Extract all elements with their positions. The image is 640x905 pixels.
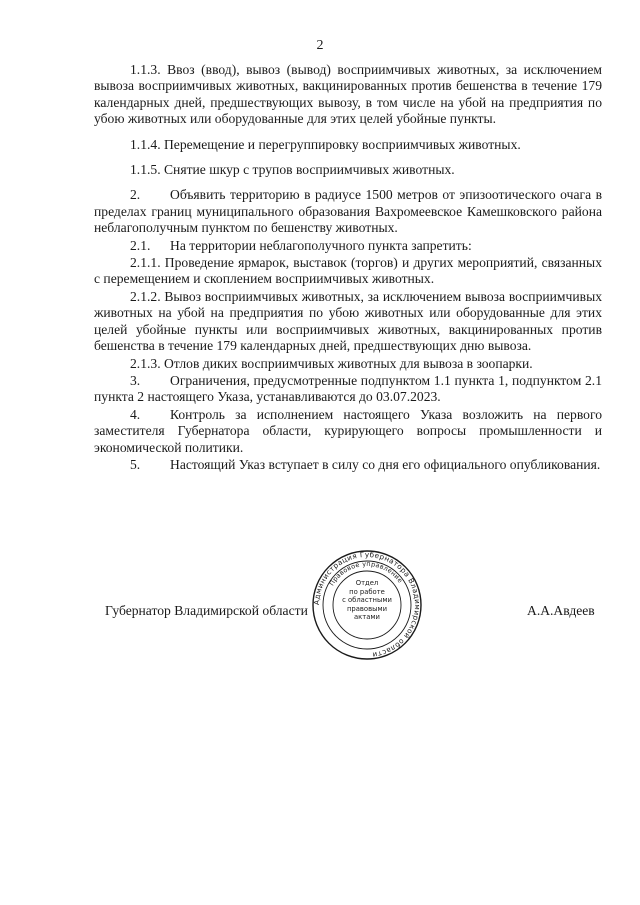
paragraph-3 [94, 373, 602, 406]
stamp-outer-text: Администрация Губернатора Владимирской области [311, 549, 423, 660]
signature-position: Губернатор Владимирской области [105, 603, 308, 618]
paragraph-1-1-3: 1.1.3. Ввоз (ввод), вывоз (вывод) восприимчивых животных, за исключением вывоза восприимчивых животных, вакцинированных против бешенства в течение 179 календарных дней, предшествующих вывозу, в том числе на убой на предприятия по убою животных или оборудованные для этих целей убойные пункты. [94, 62, 602, 127]
stamp-inner-line: правовыми [346, 604, 387, 613]
paragraph-text: Контроль за исполнением настоящего Указа возложить на первого заместителя Губернатора области, курирующего вопросы промышленности и экономической политики. [94, 406, 602, 455]
paragraph-text: Настоящий Указ вступает в силу со дня его официального опубликования. [170, 456, 601, 472]
paragraph-1-1-5: 1.1.5. Снятие шкур с трупов восприимчивых животных. [130, 162, 455, 178]
paragraph-4 [94, 407, 602, 456]
stamp-inner-line: актами [354, 613, 380, 622]
stamp-middle-text: Правовое управление [327, 559, 405, 588]
paragraph-2 [94, 187, 602, 236]
paragraph-2-1 [94, 238, 602, 254]
paragraph-number: 3. [130, 372, 141, 388]
paragraph-text: На территории неблагополучного пункта запретить: [170, 237, 472, 253]
paragraph-text: Ограничения, предусмотренные подпунктом 1.1 пункта 1, подпунктом 2.1 пункта 2 настоящего Указа, устанавливаются до 03.07.2023. [94, 372, 602, 405]
page-number: 2 [316, 38, 324, 53]
stamp-inner-line: Отдел [355, 579, 379, 587]
paragraph-number: 2.1. [130, 237, 151, 253]
document-body [94, 62, 602, 473]
paragraph-2-1-2: 2.1.2. Вывоз восприимчивых животных, за исключением вывоза восприимчивых животных на убой на предприятия по убою животных или оборудованные для этих целей убойные пункты или восприимчивых животных, вакцинированных против бешенства в течение 179 календарных дней, предшествующих дню вывоза. [94, 288, 602, 354]
stamp-inner-line: с областными [342, 596, 392, 605]
stamp-inner-line: по работе [349, 587, 385, 596]
paragraph-2-1-1: 2.1.1. Проведение ярмарок, выставок (торгов) и других мероприятий, связанных с перемещением и скоплением восприимчивых животных. [94, 255, 602, 287]
paragraph-1-1-4: 1.1.4. Перемещение и перегруппировку восприимчивых животных. [130, 136, 521, 152]
paragraph-number: 4. [130, 406, 141, 422]
paragraph-number: 5. [130, 456, 141, 472]
signature-name: А.А.Авдеев [527, 603, 595, 618]
paragraph-text: Объявить территорию в радиусе 1500 метров от эпизоотического очага в пределах границ муниципального образования Вахромеевское Камешковского района неблагополучным пунктом по бешенству животных. [94, 187, 602, 236]
paragraph-5 [94, 457, 602, 473]
paragraph-number: 2. [130, 187, 141, 203]
stamp-inner-text [330, 579, 404, 622]
paragraph-2-1-3: 2.1.3. Отлов диких восприимчивых животных для вывоза в зоопарки. [130, 355, 533, 371]
